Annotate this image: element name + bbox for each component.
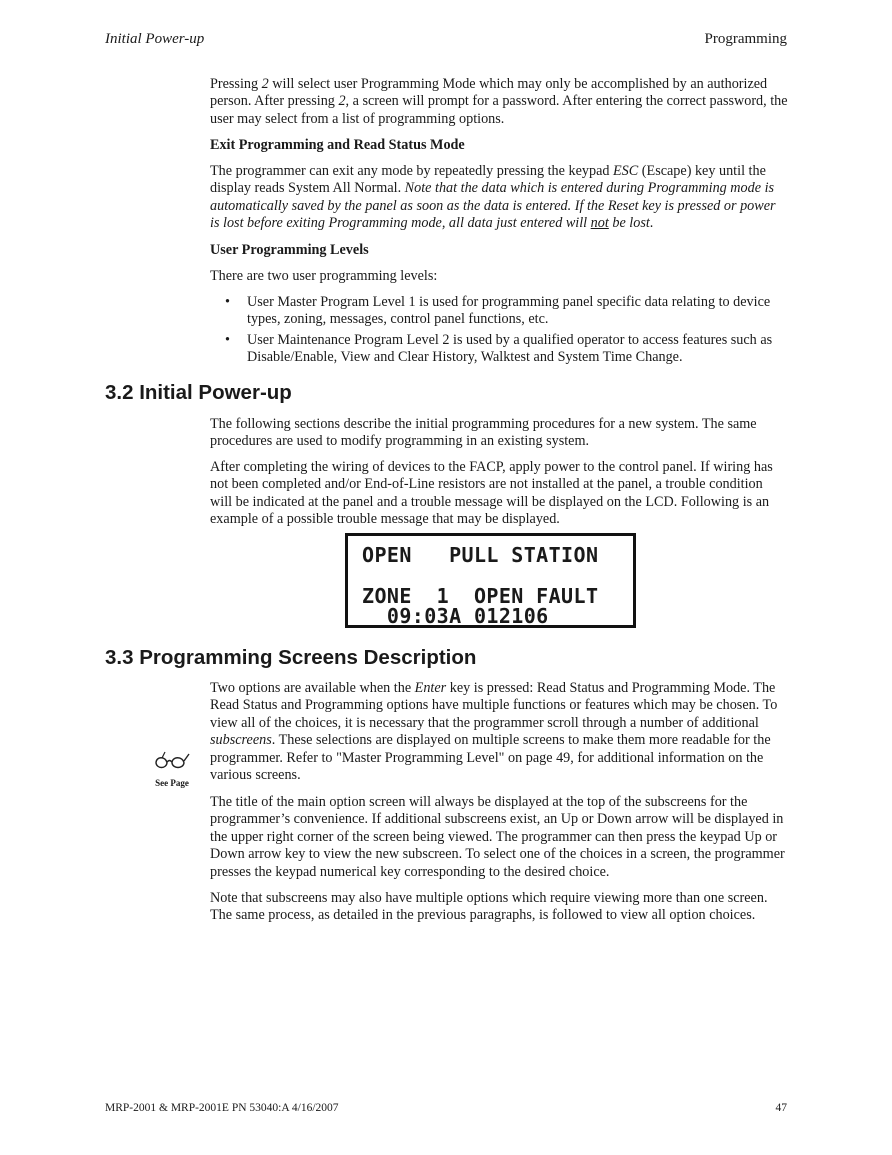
list-item: • User Master Program Level 1 is used for programming panel specific data relating to device types, zoning, messages, control panel functions, etc. <box>225 294 771 328</box>
section-3-3-paragraph-2: The title of the main option screen will always be displayed at the top of the subscreens for the programmer’s convenience. If additional subscreens exist, an Up or Down arrow will be displayed in the upper right corner of the screen being viewed. The programmer can then press the keypad Up or Down arrow key to view the new subscreen. To select one of the choices in a screen, the programmer presses the keypad numerical key corresponding to the desired choice. <box>210 794 785 880</box>
lcd-trouble-display <box>345 533 636 628</box>
running-header-section: Initial Power-up <box>105 31 205 47</box>
exit-mode-paragraph: The programmer can exit any mode by repeatedly pressing the keypad ESC (Escape) key until the display reads System All Normal. Note that the data which is entered during Programming mode is automatically saved by the panel as soon as the data is entered. If the Reset key is pressed or power is lost before exiting Programming mode, all data just entered will not be lost. <box>210 163 776 232</box>
section-3-3-paragraph-3: Note that subscreens may also have multiple options which require viewing more than one screen. The same process, as detailed in the previous paragraphs, is followed to view all option choices. <box>210 890 768 924</box>
footer-document-id: MRP-2001 & MRP-2001E PN 53040:A 4/16/2007 <box>105 1102 339 1114</box>
programming-levels-heading: User Programming Levels <box>210 242 369 258</box>
section-3-2-paragraph-2: After completing the wiring of devices to the FACP, apply power to the control panel. If wiring has not been completed and/or End-of-Line resistors are not installed at the panel, a trouble condition will be indicated at the panel and a trouble message will be displayed on the LCD. Following is an example of a possible trouble message that may be displayed. <box>210 459 773 528</box>
section-3-2-paragraph-1: The following sections describe the initial programming procedures for a new system. The same procedures are used to modify programming in an existing system. <box>210 416 757 450</box>
intro-paragraph: Pressing 2 will select user Programming Mode which may only be accomplished by an authorized person. After pressing 2, a screen will prompt for a password. After entering the correct password, the user may select from a list of programming options. <box>210 76 788 127</box>
eyeglasses-icon <box>154 750 190 772</box>
lcd-line-1: OPEN PULL STATION <box>362 543 599 567</box>
programming-levels-list <box>225 294 788 370</box>
programming-levels-intro: There are two user programming levels: <box>210 268 438 284</box>
bullet-icon: • <box>225 331 230 348</box>
section-3-3-paragraph-1: Two options are available when the Enter key is pressed: Read Status and Programming Mode. The Read Status and Programming options have multiple functions or features which may be chosen. To view all of the choices, it is necessary that the programmer scroll through a number of additional subscreens. These selections are displayed on multiple screens to make them more readable for the programmer. Refer to "Master Programming Level" on page 49, for additional information on the various screens. <box>210 680 778 784</box>
list-item: • User Maintenance Program Level 2 is used by a qualified operator to access features such as Disable/Enable, View and Clear History, Walktest and System Time Change. <box>225 331 773 366</box>
see-page-label: See Page <box>155 778 189 788</box>
see-page-marker <box>150 750 194 788</box>
lcd-line-3: 09:03A 012106 <box>362 604 549 628</box>
running-header-chapter: Programming <box>704 31 787 47</box>
lcd-line-2: ZONE 1 OPEN FAULT <box>362 584 599 608</box>
section-title-3-3: 3.3 Programming Screens Description <box>105 646 477 669</box>
bullet-icon: • <box>225 294 230 310</box>
section-title-3-2: 3.2 Initial Power-up <box>105 381 292 404</box>
footer-page-number: 47 <box>775 1102 787 1114</box>
exit-mode-heading: Exit Programming and Read Status Mode <box>210 137 465 153</box>
